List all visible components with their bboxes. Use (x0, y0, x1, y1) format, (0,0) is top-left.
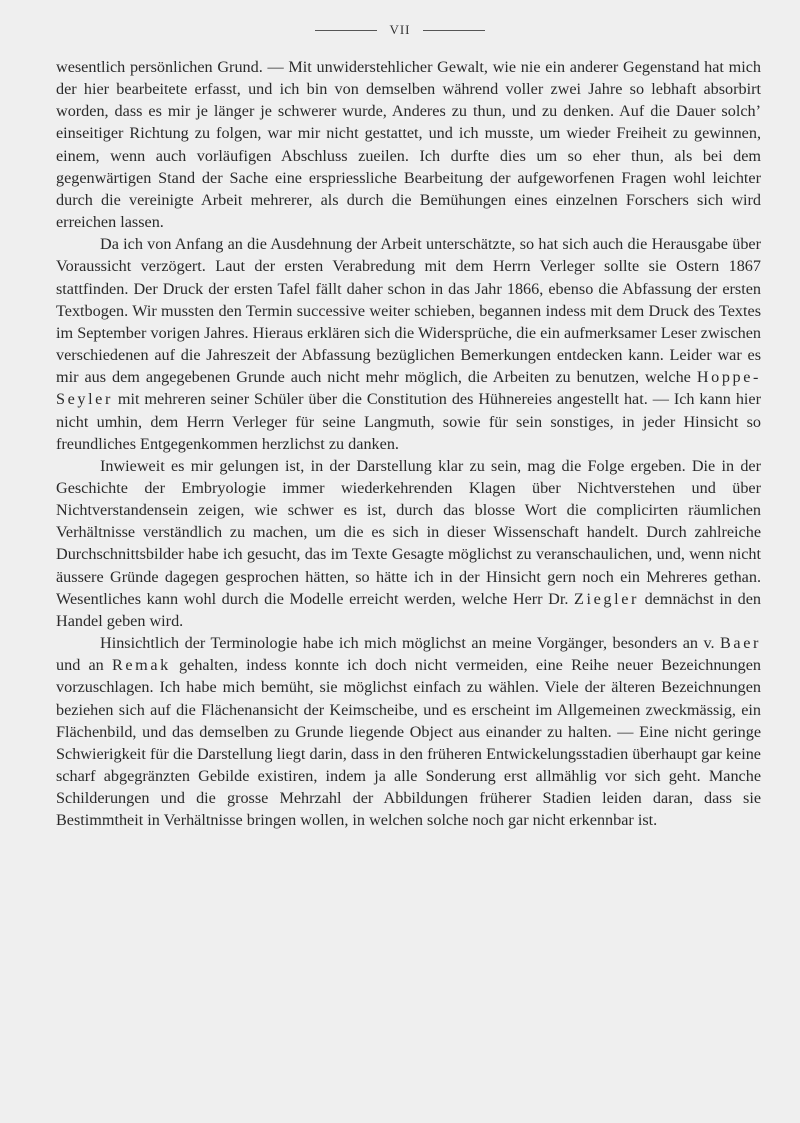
paragraph-4-part-1: Hinsichtlich der Terminologie habe ich mich möglichst an meine Vorgänger, besonders an v. (100, 634, 721, 653)
paragraph-4-part-2: und an (56, 656, 112, 675)
author-name-ziegler: Ziegler (574, 589, 639, 608)
paragraph-2-part-1: Da ich von Anfang an die Ausdehnung der Arbeit unterschätzte, so hat sich auch die Herausgabe über Voraussicht verzögert. Laut der ersten Verabredung mit dem Herrn Verleger sollte sie Ostern 1867 stattfinden. Der Druck der ersten Tafel fällt daher schon in das Jahr 1866, ebenso die Abfassung der ersten Textbogen. Wir mussten den Termin successive weiter schieben, begannen indess mit dem Druck des Textes im September vorigen Jahres. Hieraus erklären sich die Widersprüche, die ein aufmerksamer Leser zwischen verschiedenen auf die Jahreszeit der Abfassung bezüglichen Bemerkungen entdecken kann. Leider war es mir aus dem angegebenen Grunde auch nicht mehr möglich, die Arbeiten zu benutzen, welche (56, 235, 761, 387)
paragraph-3 (56, 455, 761, 632)
header-rule-right (423, 30, 485, 31)
author-name-hoppe-seyler: Hoppe-Seyler (56, 368, 761, 409)
paragraph-4 (56, 632, 761, 831)
paragraph-1: wesentlich persönlichen Grund. — Mit unwiderstehlicher Gewalt, wie nie ein anderer Gegenstand hat mich der hier bearbeitete erfasst, und ich bin von demselben während voller zwei Jahre so lebhaft absorbirt worden, dass es mir je länger je schwerer wurde, Anderes zu thun, und zu denken. Auf die Dauer solch’ einseitiger Richtung zu folgen, war mir nicht gestattet, und ich musste, um wieder Freiheit zu gewinnen, einem, wenn auch vorläufigen Abschluss zueilen. Ich durfte dies um so eher thun, als bei dem gegenwärtigen Stand der Sache eine erspriessliche Bearbeitung der aufgeworfenen Fragen wohl leichter durch die vereinigte Arbeit mehrerer, als durch die Bemühungen eines einzelnen Forschers sich wird erreichen lassen. (56, 58, 761, 232)
paragraph-3-part-1: Inwieweit es mir gelungen ist, in der Darstellung klar zu sein, mag die Folge ergeben. Die in der Geschichte der Embryologie immer wiederkehrenden Klagen über Nichtverstehen und über Nichtverstandensein zeigen, wie schwer es ist, durch das blosse Wort die complicirten räumlichen Verhältnisse verständlich zu machen, um die es sich in dieser Wissenschaft handelt. Durch zahlreiche Durchschnittsbilder habe ich gesucht, das im Texte Gesagte möglichst zu veranschaulichen, und, wenn nicht äussere Gründe dagegen gesprochen hätten, so hätte ich in der Hinsicht gern noch ein Mehreres gethan. Wesentliches kann wohl durch die Modelle erreicht werden, welche Herr Dr. (56, 456, 761, 608)
page-header (0, 22, 800, 38)
author-name-remak: Remak (111, 656, 171, 675)
header-rule-left (315, 30, 377, 31)
author-name-baer: Baer (720, 634, 761, 653)
page-number: VII (389, 22, 411, 37)
paragraph-4-part-3: gehalten, indess konnte ich doch nicht vermeiden, eine Reihe neuer Bezeichnungen vorzuschlagen. Ich habe mich bemüht, sie möglichst einfach zu wählen. Viele der älteren Bezeichnungen beziehen sich auf die Flächenansicht der Keimscheibe, und es erscheint im Allgemeinen zweckmässig, ein Flächenbild, und das demselben zu Grunde liegende Object aus einander zu halten. — Eine nicht geringe Schwierigkeit für die Darstellung liegt darin, dass in den früheren Entwickelungsstadien überhaupt gar keine scharf abgegränzten Gebilde existiren, indem ja alle Sonderung erst allmählig vor sich geht. Manche Schilderungen und die grosse Mehrzahl der Abbildungen früherer Stadien leiden daran, dass sie Bestimmtheit in Verhältnisse bringen wollen, in welchen solche noch gar nicht erkennbar ist. (56, 656, 761, 830)
body-text (56, 56, 761, 831)
paragraph-2 (56, 233, 761, 455)
paragraph-2-part-2: mit mehreren seiner Schüler über die Constitution des Hühnereies angestellt hat. — Ich kann hier nicht umhin, dem Herrn Verleger für seine Langmuth, sowie für sein sonstiges, in jeder Hinsicht so freundliches Entgegenkommen herzlichst zu danken. (56, 390, 761, 453)
paragraph-3-part-2: demnächst in den Handel geben wird. (56, 589, 762, 630)
